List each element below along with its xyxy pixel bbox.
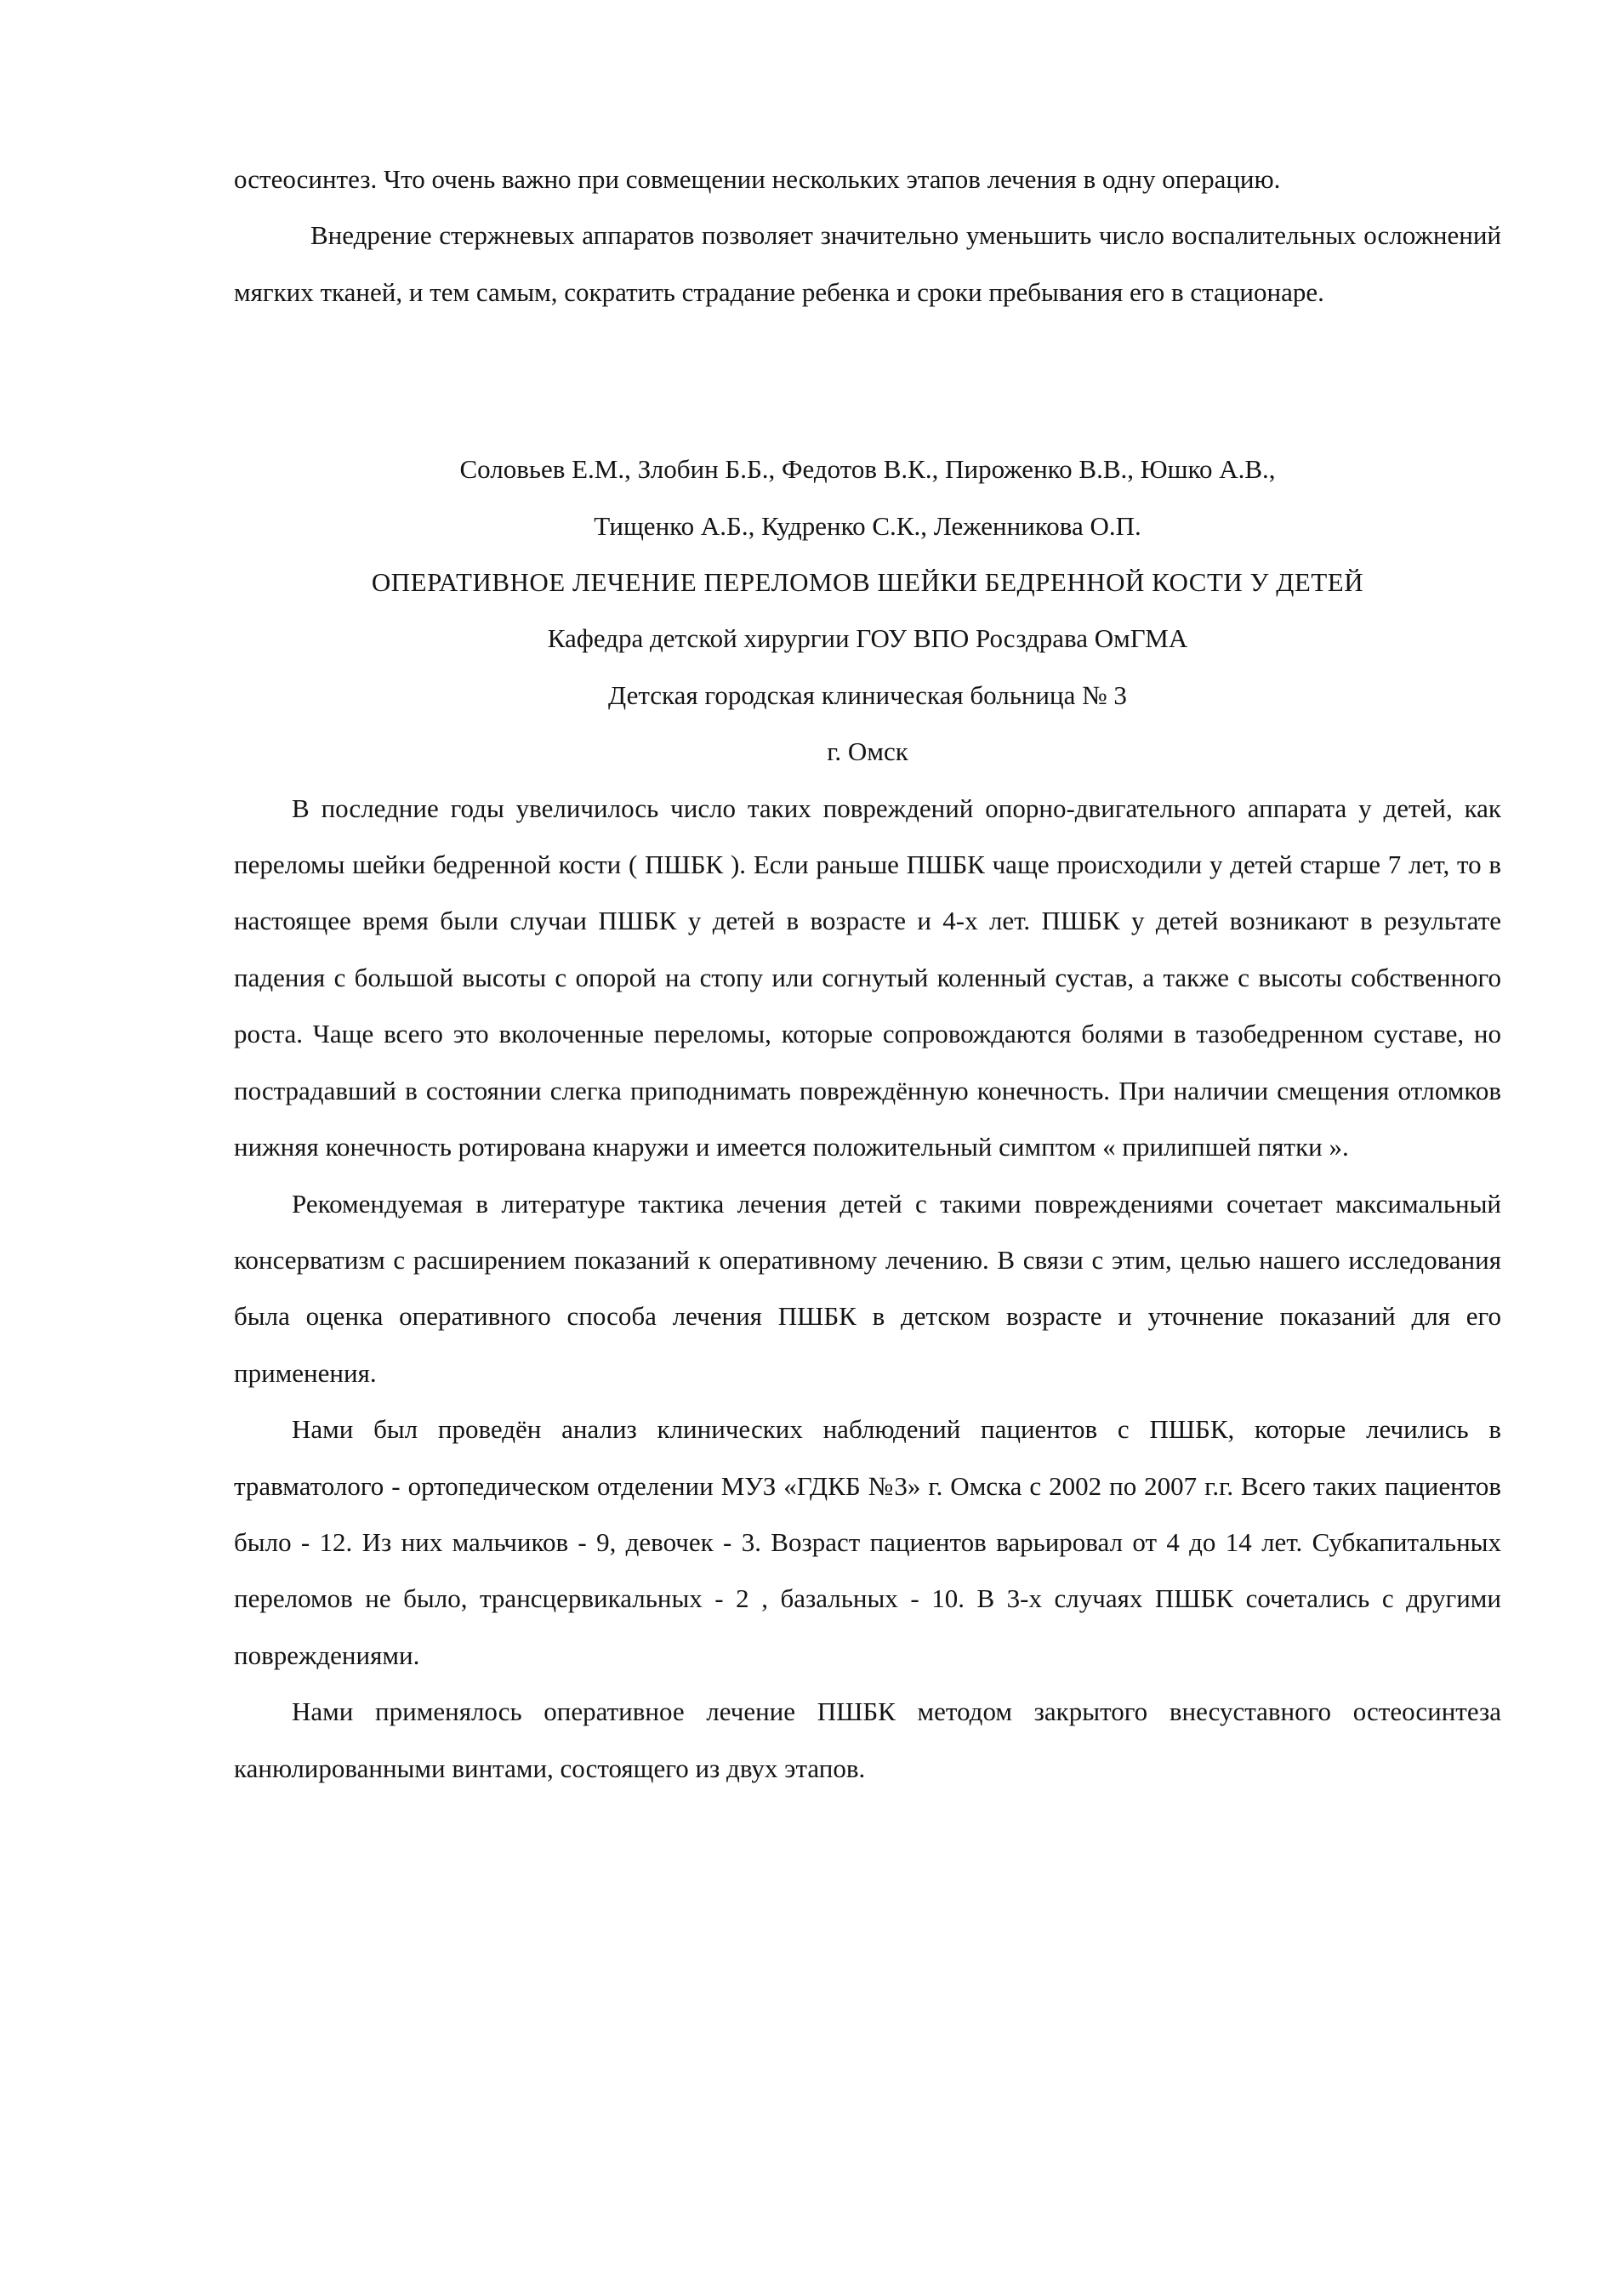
document-page (234, 151, 1501, 1797)
affiliation-hospital: Детская городская клиническая больница № 3 (608, 679, 1127, 710)
body-paragraph-4: Нами применялось оперативное лечение ПШБК методом закрытого внесуставного остеосинтеза канюлированными винтами, состоящего из двух этапов. (234, 1696, 1501, 1783)
body-paragraph-3: Нами был проведён анализ клинических наблюдений пациентов с ПШБК, которые лечились в травматолого - ортопедическом отделении МУЗ «ГДКБ №3» г. Омска с 2002 по 2007 г.г. Всего таких пациентов было - 12. Из них мальчиков - 9, девочек - 3. Возраст пациентов варьировал от 4 до 14 лет. Субкапитальных переломов не было, трансцервикальных - 2 , базальных - 10. В 3-х случаях ПШБК сочетались с другими повреждениями. (234, 1414, 1501, 1670)
section-gap (234, 321, 1501, 441)
continuation-paragraph-1: остеосинтез. Что очень важно при совмещении нескольких этапов лечения в одну операцию. (234, 164, 1281, 194)
affiliation-city: г. Омск (827, 736, 908, 767)
authors-line-2: Тищенко А.Б., Кудренко С.К., Леженникова О.П. (594, 510, 1141, 541)
affiliation-department: Кафедра детской хирургии ГОУ ВПО Росздрава ОмГМА (547, 623, 1188, 654)
body-paragraph-2: Рекомендуемая в литературе тактика лечения детей с такими повреждениями сочетает максимальный консерватизм с расширением показаний к оперативному лечению. В связи с этим, целью нашего исследования была оценка оперативного способа лечения ПШБК в детском возрасте и уточнение показаний для его применения. (234, 1188, 1501, 1388)
continuation-paragraph-2: Внедрение стержневых аппаратов позволяет значительно уменьшить число воспалительных осложнений мягких тканей, и тем самым, сократить страдание ребенка и сроки пребывания его в стационаре. (234, 220, 1501, 307)
authors-line-1: Соловьев Е.М., Злобин Б.Б., Федотов В.К., Пироженко В.В., Юшко А.В., (459, 454, 1276, 485)
article-title: ОПЕРАТИВНОЕ ЛЕЧЕНИЕ ПЕРЕЛОМОВ ШЕЙКИ БЕДРЕННОЙ КОСТИ У ДЕТЕЙ (371, 567, 1364, 598)
body-paragraph-1: В последние годы увеличилось число таких повреждений опорно-двигательного аппарата у детей, как переломы шейки бедренной кости ( ПШБК ). Если раньше ПШБК чаще происходили у детей старше 7 лет, то в настоящее время были случаи ПШБК у детей в возрасте и 4-х лет. ПШБК у детей возникают в результате падения с большой высоты с опорой на стопу или согнутый коленный сустав, а также с высоты собственного роста. Чаще всего это вколоченные переломы, которые сопровождаются болями в тазобедренном суставе, но пострадавший в состоянии слегка приподнимать повреждённую конечность. При наличии смещения отломков нижняя конечность ротирована кнаружи и имеется положительный симптом « прилипшей пятки ». (234, 793, 1501, 1162)
